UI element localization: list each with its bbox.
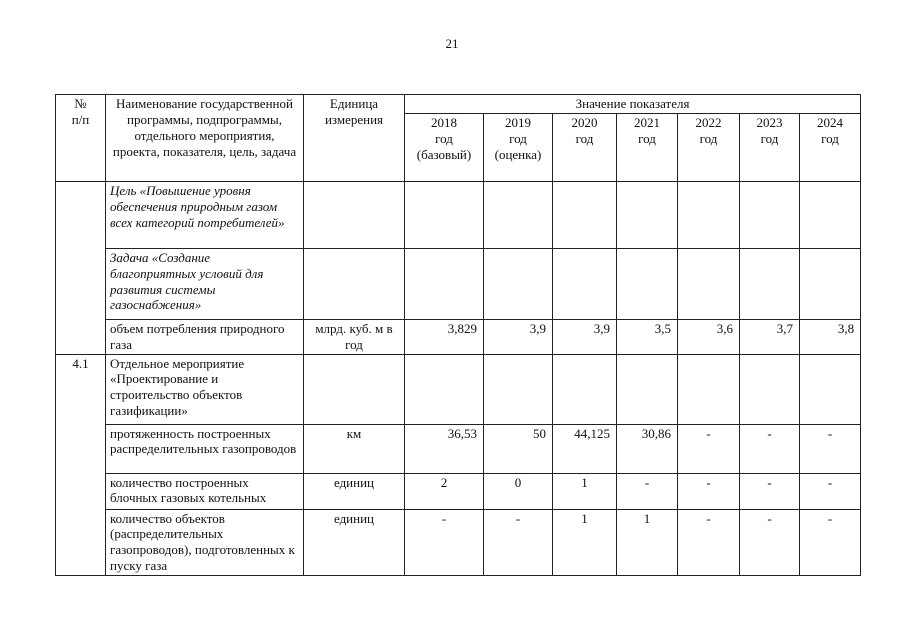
value-cell: - — [800, 424, 861, 473]
header-year-2021: 2021 год — [617, 113, 678, 181]
table-row — [56, 424, 861, 473]
header-no: № п/п — [56, 95, 106, 182]
row-name: количество построенных блочных газовых котельных — [106, 473, 304, 509]
row-name: Задача «Создание благоприятных условий для развития системы газоснабжения» — [106, 248, 304, 319]
value-cell: 0 — [484, 473, 553, 509]
value-cell: 3,9 — [484, 319, 553, 354]
value-cell: 3,7 — [740, 319, 800, 354]
value-cell: 1 — [553, 509, 617, 575]
page-number: 21 — [445, 36, 459, 51]
row-unit: млрд. куб. м в год — [304, 319, 405, 354]
row-unit: км — [304, 424, 405, 473]
table-row — [56, 473, 861, 509]
table-row — [56, 509, 861, 575]
value-cell: - — [405, 509, 484, 575]
value-cell: - — [678, 509, 740, 575]
value-cell: 3,5 — [617, 319, 678, 354]
indicator-table — [55, 94, 861, 576]
header-year-2019: 2019 год (оценка) — [484, 113, 553, 181]
value-cell: - — [678, 424, 740, 473]
table-row — [56, 354, 861, 424]
row-name: количество объектов (распределительных газопроводов), подготовленных к пуску газа — [106, 509, 304, 575]
value-cell: - — [800, 509, 861, 575]
table-row — [56, 248, 861, 319]
header-year-2023: 2023 год — [740, 113, 800, 181]
row-name: объем потребления природного газа — [106, 319, 304, 354]
value-cell: - — [678, 473, 740, 509]
value-cell: 3,829 — [405, 319, 484, 354]
row-name: Отдельное мероприятие «Проектирование и строительство объектов газификации» — [106, 354, 304, 424]
value-cell: 36,53 — [405, 424, 484, 473]
value-cell: - — [740, 509, 800, 575]
value-cell: 1 — [553, 473, 617, 509]
value-cell: - — [484, 509, 553, 575]
row-unit: единиц — [304, 473, 405, 509]
header-year-2018: 2018 год (базовый) — [405, 113, 484, 181]
table-row — [56, 181, 861, 248]
header-value-group: Значение показателя — [405, 95, 861, 114]
value-cell: 1 — [617, 509, 678, 575]
value-cell: - — [740, 424, 800, 473]
row-unit: единиц — [304, 509, 405, 575]
row-name: Цель «Повышение уровня обеспечения природным газом всех категорий потребителей» — [106, 181, 304, 248]
value-cell: 50 — [484, 424, 553, 473]
row-no: 4.1 — [56, 354, 106, 575]
value-cell: 30,86 — [617, 424, 678, 473]
header-name: Наименование государственной программы, подпрограммы, отдельного мероприятия, проекта, показателя, цель, задача — [106, 95, 304, 182]
table-row — [56, 319, 861, 354]
value-cell: 3,9 — [553, 319, 617, 354]
value-cell: 3,6 — [678, 319, 740, 354]
header-year-2024: 2024 год — [800, 113, 861, 181]
row-no — [56, 181, 106, 354]
value-cell: - — [740, 473, 800, 509]
header-year-2020: 2020 год — [553, 113, 617, 181]
header-unit: Единица измерения — [304, 95, 405, 182]
value-cell: 3,8 — [800, 319, 861, 354]
value-cell: - — [617, 473, 678, 509]
value-cell: 44,125 — [553, 424, 617, 473]
value-cell: - — [800, 473, 861, 509]
header-year-2022: 2022 год — [678, 113, 740, 181]
value-cell: 2 — [405, 473, 484, 509]
row-name: протяженность построенных распределительных газопроводов — [106, 424, 304, 473]
